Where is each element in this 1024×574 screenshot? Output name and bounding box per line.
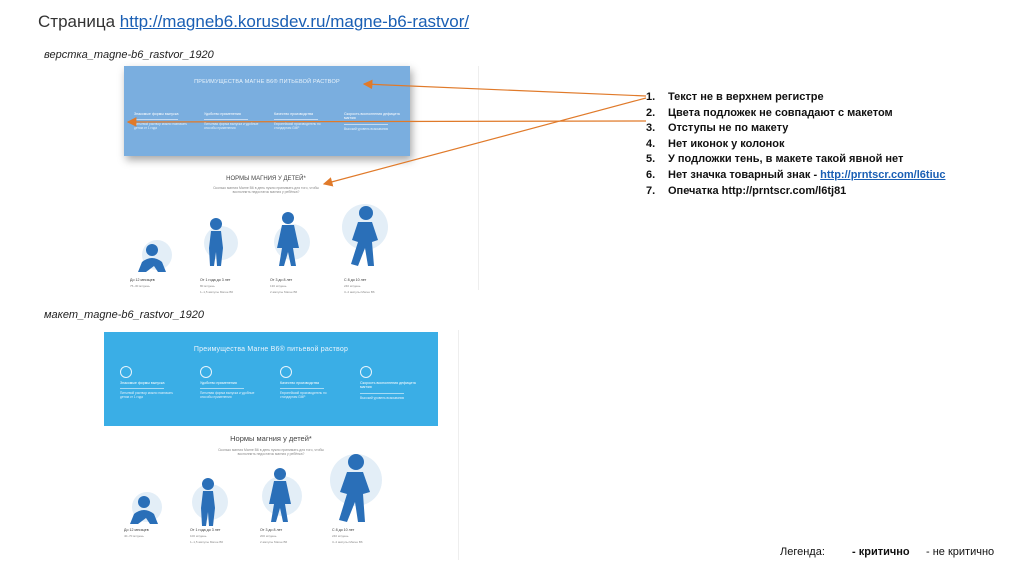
advantage-text: Питьевой раствор можно назначать детям от 1 года [134,122,188,131]
legend-critical-text: - критично [852,546,910,558]
advantage-heading: Качество производства [280,381,319,385]
arrow-to-norms-title [324,98,646,184]
issue-number: 1. [646,91,656,103]
issue-text: Отступы не по макету [668,122,789,135]
norms-subtitle-line: Сколько магния Магне В6 в день нужно принимать для того, чтобы [218,448,324,452]
kid-age: От 3 до 8 лет [270,278,293,282]
kid-dose: 240 мг/день [332,534,349,538]
kid-ampoules: 2 ампулы Магне В6 [260,540,288,544]
kid-age: От 3 до 8 лет [260,528,283,532]
slide-title-prefix: Страница [38,12,120,31]
kid-ampoules: 3–4 ампулы Магне В6 [344,290,375,294]
issue-number: 2. [646,106,656,119]
advantage-text: Европейский производитель по стандартам GMP [274,122,321,131]
kid-age: До 12 месяцев [124,528,149,532]
advantage-text: Европейский производитель по стандартам GMP [280,391,327,400]
advantage-heading: Удобство применения [204,112,241,116]
kid-dose: 75–30 мг/день [130,284,150,288]
kid-age: От 1 года до 3 лет [200,278,231,282]
issue-item [646,168,945,184]
legend-noncritical: - не критично [926,546,995,558]
advantage-text: Высокий уровень всасывания [360,395,405,400]
arrow-to-banner-title [364,84,646,96]
kid-dose: 200 мг/день [260,534,277,538]
advantage-heading: Скорость восполнения дефицита магния [360,381,416,390]
advantage-heading: Удобство применения [200,381,237,385]
kid-dose: 130 мг/день [270,284,287,288]
issue-text: Нет иконок у колонок [668,137,785,150]
norms-subtitle-line: Сколько магния Магне В6 в день нужно принимать для того, чтобы [213,186,319,190]
kid-ampoules: 3–4 ампулы Магне В6 [332,540,363,544]
advantage-text: Питьевой раствор можно назначать детям от 1 года [120,391,174,400]
issue-number: 6. [646,168,656,181]
advantage-text: Питьевая форма выпуска и удобные способы применения [204,122,259,131]
banner-title: Преимущества Магне В6® питьевой раствор [193,346,349,353]
norms-subtitle-line: восполнить недостаток магния у ребёнка? [232,190,300,195]
issue-item [646,184,945,200]
advantage-heading: Качество производства [274,112,313,116]
norms-subtitle-line: восполнить недостаток магния у ребёнка? [237,452,305,457]
kid-age: С 8 до 10 лет [344,278,367,282]
issue-number: 4. [646,137,656,150]
legend-label: Легенда: [780,546,825,558]
advantage-heading: Скорость восполнения дефицита магния [344,112,400,121]
issue-item [646,121,945,137]
norms-title: Нормы магния у детей* [230,434,312,443]
issue-number: 5. [646,153,656,166]
issue-text: Опечатка http://prntscr.com/l6tj81 [668,184,847,197]
banner-title: ПРЕИМУЩЕСТВА МАГНЕ В6® ПИТЬЕВОЙ РАСТВОР [194,79,340,85]
advantage-heading: Знакомые формы выпуска [120,381,165,385]
legend-critical [852,546,910,558]
issue-text: Цвета подложек не совпадают с макетом [668,106,893,119]
kid-ampoules: 1–1,5 ампулы Магне В6 [190,540,223,544]
advantage-heading: Знакомые формы выпуска [134,112,179,116]
issues-list [646,90,945,199]
kid-age: От 1 года до 3 лет [190,528,221,532]
issue-item [646,152,945,168]
issue-text: У подложки тень, в макете такой явной нет [668,153,904,166]
kid-age: До 12 месяцев [130,278,155,282]
advantage-text: Питьевая форма выпуска и удобные способы применения [200,391,255,400]
issue-number: 7. [646,184,656,197]
kid-dose: 100 мг/день [190,534,207,538]
built-screenshot-label: верстка_magne-b6_rastvor_1920 [44,49,214,61]
issue-item [646,106,945,122]
kid-age: С 8 до 10 лет [332,528,355,532]
issue-text: Нет значка товарный знак - [668,168,821,181]
mockup-screenshot-label: макет_magne-b6_rastvor_1920 [44,309,204,321]
kid-ampoules: 1–1,5 ампулы Магне В6 [200,290,233,294]
page-url-link[interactable]: http://magneb6.korusdev.ru/magne-b6-rastvor/ [119,12,470,31]
norms-title: НОРМЫ МАГНИЯ У ДЕТЕЙ* [226,176,306,182]
issue-item [646,90,945,106]
kid-dose: 40–70 мг/день [124,534,144,538]
kid-dose: 80 мг/день [200,284,215,288]
issue-text: Текст не в верхнем регистре [668,91,824,103]
issue-item [646,137,945,153]
kid-dose: 240 мг/день [344,284,361,288]
arrow-to-columns [128,121,646,122]
screenshot-link[interactable]: http://prntscr.com/l6tiuc [820,168,946,181]
advantage-text: Высокий уровень всасывания [344,126,389,131]
kid-ampoules: 2 ампулы Магне В6 [270,290,298,294]
issue-number: 3. [646,122,656,135]
